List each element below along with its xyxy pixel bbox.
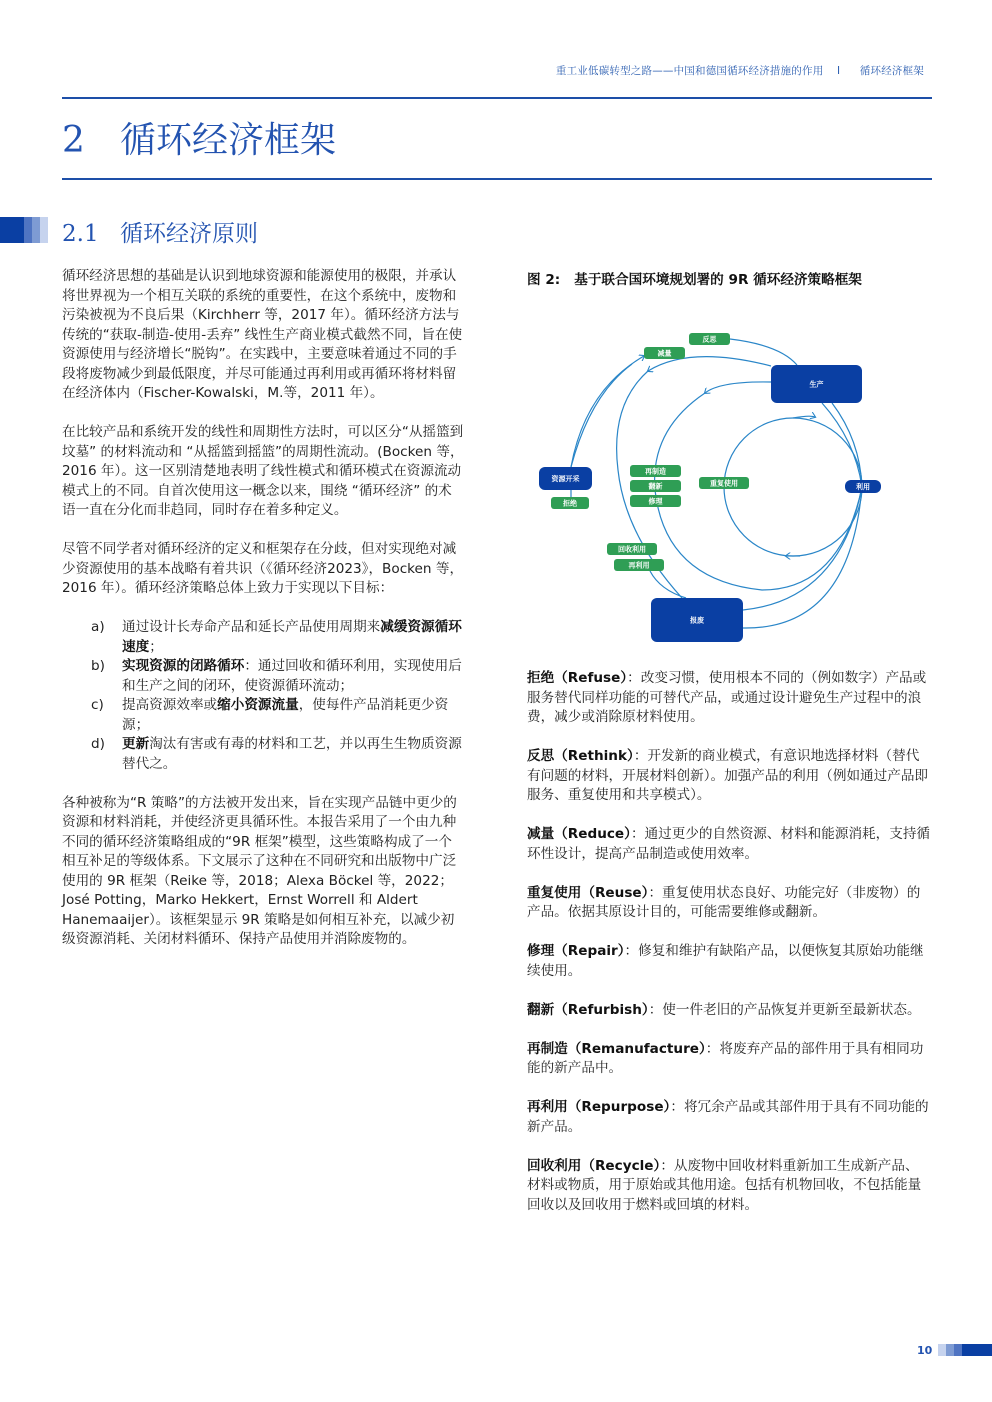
list-emphasis: 更新	[122, 736, 150, 752]
paragraph: 在比较产品和系统开发的线性和周期性方法时，可以区分“从摇篮到坟墓” 的材料流动和 “从摇篮到摇篮”的周期性流动。(Bocken 等，2016 年）。这一区别清楚地表明了线性模式和循环模式在资源流动模式上的不同。自首次使用这一概念以来，围绕 “循环经济” 的术语一直在分化而非趋同，同时存在着多种定义。	[62, 424, 464, 518]
diagram-nodes	[539, 333, 881, 642]
node-label: 反思	[702, 335, 717, 344]
paragraph: 尽管不同学者对循环经济的定义和框架存在分歧，但对实现绝对减少资源使用的基本战略有着共识（《循环经济2023》，Bocken 等，2016 年）。循环经济策略总体上致力于实现以下目标：	[62, 541, 464, 596]
section-title: 循环经济原则	[120, 221, 258, 247]
node-label: 重复使用	[710, 479, 738, 488]
node-label: 再利用	[628, 561, 650, 570]
node-repair	[630, 495, 681, 507]
definitions-list	[527, 669, 931, 1235]
list-text: 淘汰有害或有毒的材料和工艺，并以再生生物质资源替代之。	[122, 736, 462, 772]
node-remanufacture	[630, 465, 681, 477]
node-label: 拒绝	[563, 499, 577, 508]
definition-text: ：从废物中回收材料重新加工生成新产品、材料或物质，用于原始或其他用途。包括有机物回收，不包括能量回收以及回收用于燃料或回填的材料。	[527, 1157, 922, 1213]
list-item	[62, 696, 464, 735]
chapter-number: 2	[62, 120, 85, 161]
definition	[527, 825, 931, 864]
section-number: 2.1	[62, 221, 99, 247]
header-separator: I	[836, 65, 841, 77]
node-label: 回收利用	[618, 545, 646, 554]
header-section: 循环经济框架	[859, 65, 924, 77]
list-text: ：通过回收和循环利用，实现使用后和生产之间的闭环，使资源循环流动；	[122, 658, 462, 694]
node-label: 减量	[657, 349, 672, 358]
definition-term: 重复使用（Reuse）	[527, 884, 649, 901]
node-use	[845, 480, 881, 493]
node-repurpose	[614, 559, 664, 571]
definition	[527, 669, 931, 728]
list-label: b)	[91, 658, 105, 674]
node-refurbish	[630, 480, 681, 492]
node-label: 翻新	[648, 482, 663, 491]
chapter-title: 循环经济框架	[120, 120, 337, 161]
definition-text: ：修复和维护有缺陷产品，以便恢复其原始功能继续使用。	[527, 943, 924, 979]
node-label: 生产	[809, 380, 824, 389]
9r-framework-diagram	[0, 0, 992, 700]
list-label: c)	[91, 697, 104, 713]
list-text: 提高资源效率或	[122, 697, 218, 713]
node-production	[771, 365, 862, 403]
node-label: 资源开采	[551, 475, 580, 483]
node-disposal	[651, 598, 743, 642]
definition-text: ：改变习惯，使用根本不同的（例如数字）产品或服务替代同样功能的可替代产品，或通过设计避免生产过程中的浪费，减少或消除原材料使用。	[527, 670, 927, 725]
figure-title: 基于联合国环境规划署的 9R 循环经济策略框架	[574, 272, 862, 288]
definition-term: 修理（Repair）	[527, 943, 625, 959]
list-emphasis: 缩小资源流量	[217, 697, 299, 713]
page-number: 10	[917, 1344, 933, 1357]
definition-term: 再利用（Repurpose）	[527, 1099, 671, 1115]
definition-text: ：重复使用状态良好、功能完好（非废物）的产品。依据其原设计目的，可能需要维修或翻新。	[527, 884, 921, 920]
definition	[527, 747, 931, 806]
running-title: 重工业低碳转型之路——中国和德国循环经济措施的作用	[555, 65, 824, 77]
node-refuse	[551, 497, 589, 509]
paragraph: 循环经济思想的基础是认识到地球资源和能源使用的极限，并承认将世界视为一个相互关联的系统的重要性，在这个系统中，废物和污染被视为不良后果（Kirchherr 等，2017 年）。循环经济方法与传统的“获取-制造-使用-丢弃” 线性生产商业模式截然不同，旨在使资源使用与经济增长“脱钩”。在实践中，主要意味着通过不同的手段将废物减少到最低限度，并尽可能通过再利用或再循环将材料留在经济体内（Fischer-Kowalski，M.等，2011 年）。	[62, 268, 463, 401]
definition-text: ：开发新的商业模式，有意识地选择材料（替代有问题的材料，开展材料创新）。加强产品的利用（例如通过产品即服务、重复使用和共享模式）。	[527, 748, 929, 803]
definition-text: ：将废弃产品的部件用于具有相同功能的新产品中。	[527, 1040, 924, 1076]
definition-term: 拒绝（Refuse）	[527, 670, 628, 686]
list-text: ，使每件产品消耗更少资源；	[122, 697, 449, 733]
node-label: 报废	[690, 616, 704, 625]
definition-term: 回收利用（Recycle）	[527, 1157, 661, 1174]
node-reduce	[644, 347, 685, 359]
list-label: a)	[91, 619, 105, 635]
definition-term: 减量（Reduce）	[527, 826, 631, 842]
node-reuse	[699, 477, 749, 489]
definition	[527, 884, 931, 923]
definition	[527, 1040, 931, 1079]
list-text: ；	[149, 638, 163, 655]
figure-label: 图 2:	[527, 272, 561, 288]
node-label: 再制造	[645, 467, 666, 476]
node-recycle	[607, 543, 657, 555]
list-item	[62, 735, 464, 774]
list-emphasis: 减缓资源循环速度	[122, 619, 462, 655]
definition	[527, 942, 931, 981]
node-label: 利用	[856, 483, 870, 491]
definition-text: ：使一件老旧的产品恢复并更新至最新状态。	[648, 1001, 921, 1018]
list-label: d)	[91, 736, 105, 752]
list-text: 通过设计长寿命产品和延长产品使用周期来	[122, 619, 381, 635]
node-label: 修理	[648, 497, 663, 506]
definition	[527, 1157, 931, 1216]
list-emphasis: 实现资源的闭路循环	[122, 658, 245, 674]
definition	[527, 1098, 931, 1137]
definition-term: 反思（Rethink）	[527, 748, 634, 764]
paragraph: 各种被称为“R 策略”的方法被开发出来，旨在实现产品链中更少的资源和材料消耗，并使经济更具循环性。本报告采用了一个由九种不同的循环经济策略组成的“9R 框架”模型，这些策略构成了一个相互补足的等级体系。下文展示了这种在不同研究和出版物中广泛使用的 9R 框架（Reike 等，2018；Alexa Böckel 等，2022；José Potting，Marko Hekkert，Ernst Worrell 和 Aldert Hanemaaijer）。该框架显示 9R 策略是如何相互补充，以减少初级资源消耗、关闭材料循环、保持产品使用并消除废物的。	[62, 794, 457, 947]
definition-text: ：通过更少的自然资源、材料和能源消耗，支持循环性设计，提高产品制造或使用效率。	[527, 826, 931, 862]
node-extraction	[539, 467, 592, 490]
definition-term: 翻新（Refurbish）	[527, 1001, 649, 1018]
definition	[527, 1001, 931, 1021]
definition-term: 再制造（Remanufacture）	[527, 1040, 706, 1057]
node-rethink	[689, 333, 730, 345]
definition-text: ：将冗余产品或其部件用于具有不同功能的新产品。	[527, 1099, 929, 1135]
